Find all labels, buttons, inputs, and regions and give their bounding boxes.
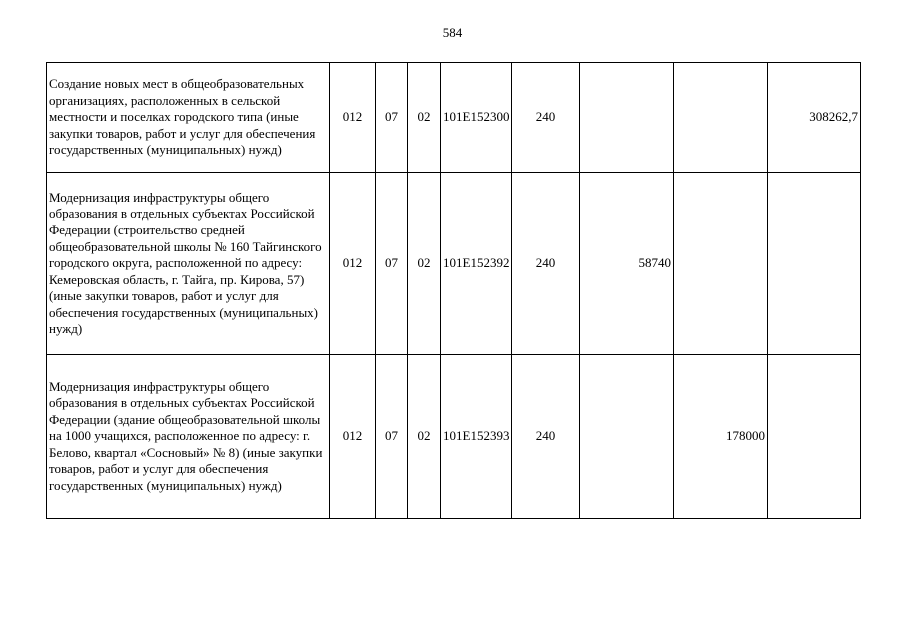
section-code: 07: [376, 63, 408, 173]
row-description: Модернизация инфраструктуры общего образования в отдельных субъектах Российской Федерации (строительство средней общеобразовательной школы № 160 Тайгинского городского округа, расположенной по адресу: Кемеровская область, г. Тайга, пр. Кирова, 57) (иные закупки товаров, работ и услуг для обеспечения государственных (муниципальных) нужд): [47, 173, 330, 355]
section-code: 07: [376, 355, 408, 519]
section-code: 07: [376, 173, 408, 355]
subsection-code: 02: [408, 355, 441, 519]
target-article-code: 101E152393: [441, 355, 512, 519]
row-description: Создание новых мест в общеобразовательных организациях, расположенных в сельской местности и поселках городского типа (иные закупки товаров, работ и услуг для обеспечения государственных (муниципальных) нужд): [47, 63, 330, 173]
ministry-code: 012: [330, 63, 376, 173]
amount-cell-1: [580, 355, 674, 519]
amount-cell-1: 58740: [580, 173, 674, 355]
ministry-code: 012: [330, 173, 376, 355]
amount-cell-3: 308262,7: [768, 63, 861, 173]
subsection-code: 02: [408, 173, 441, 355]
amount-cell-1: [580, 63, 674, 173]
budget-table: [46, 62, 861, 519]
target-article-code: 101E152392: [441, 173, 512, 355]
expense-type-code: 240: [512, 355, 580, 519]
expense-type-code: 240: [512, 173, 580, 355]
row-description: Модернизация инфраструктуры общего образования в отдельных субъектах Российской Федерации (здание общеобразовательной школы на 1000 учащихся, расположенное по адресу: г. Белово, квартал «Сосновый» № 8) (иные закупки товаров, работ и услуг для обеспечения государственных (муниципальных) нужд): [47, 355, 330, 519]
amount-cell-3: [768, 173, 861, 355]
amount-cell-3: [768, 355, 861, 519]
amount-cell-2: 178000: [674, 355, 768, 519]
amount-cell-2: [674, 173, 768, 355]
subsection-code: 02: [408, 63, 441, 173]
ministry-code: 012: [330, 355, 376, 519]
page-number: 584: [442, 25, 463, 40]
target-article-code: 101E152300: [441, 63, 512, 173]
table-row: [47, 355, 861, 519]
table-row: [47, 173, 861, 355]
expense-type-code: 240: [512, 63, 580, 173]
table-row: [47, 63, 861, 173]
amount-cell-2: [674, 63, 768, 173]
